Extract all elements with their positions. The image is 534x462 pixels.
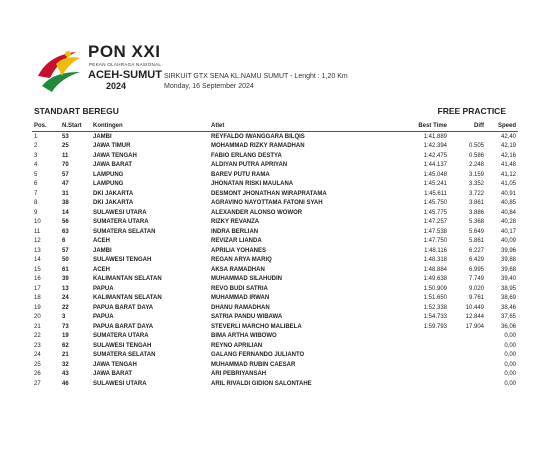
cell-best-time [403, 332, 449, 342]
cell-diff: 5.861 [468, 238, 484, 245]
cell-diff [449, 332, 486, 342]
cell-diff: 9.020 [468, 285, 484, 292]
cell-diff: 3.159 [468, 171, 484, 178]
cell-start: 11 [62, 152, 69, 159]
cell-best-time: 1:45.611 [424, 190, 447, 197]
cell-diff: 12.844 [465, 314, 484, 321]
cell-kontingen: SULAWESI UTARA [93, 209, 147, 216]
cell-start: 62 [62, 342, 69, 349]
cell-kontingen: JAWA TENGAH [93, 152, 137, 159]
cell-speed: 41,48 [500, 162, 516, 169]
col-kontingen: Kontingen [91, 121, 209, 132]
table-row [32, 370, 518, 380]
cell-speed: 39,68 [500, 266, 516, 273]
cell-atlet: GALANG FERNANDO JULIANTO [211, 352, 305, 359]
table-row [32, 284, 518, 294]
cell-atlet: JHONATAN RISKI MAULANA [211, 181, 294, 188]
cell-best-time: 1:42.475 [423, 152, 447, 159]
cell-start: 24 [62, 295, 69, 302]
cell-diff: 9.761 [468, 295, 484, 302]
cell-start: 38 [62, 200, 69, 207]
col-atlet: Atlet [209, 121, 403, 132]
cell-best-time: 1:45.241 [423, 181, 447, 188]
session-title: FREE PRACTICE [437, 106, 506, 116]
cell-diff: 3.352 [468, 181, 484, 188]
cell-start: 61 [62, 266, 69, 273]
table-row [32, 199, 518, 209]
brand-year: 2024 [106, 81, 127, 91]
table-row [32, 303, 518, 313]
cell-kontingen: JAMBI [93, 133, 112, 140]
cell-best-time: 1:41.889 [423, 133, 447, 140]
cell-diff: 5.368 [468, 219, 484, 226]
table-row [32, 294, 518, 304]
cell-diff [449, 360, 486, 370]
cell-speed: 0,00 [504, 333, 516, 340]
table-row [32, 322, 518, 332]
cell-atlet: SATRIA PANDU WIBAWA [211, 314, 283, 321]
cell-kontingen: SUMATERA UTARA [93, 333, 149, 340]
table-row [32, 313, 518, 323]
cell-atlet: MUHAMMAD IRWAN [211, 295, 270, 302]
cell-best-time: 1:44.137 [423, 162, 447, 169]
table-row [32, 189, 518, 199]
cell-speed: 42,40 [500, 133, 516, 140]
cell-pos: 19 [34, 304, 41, 311]
cell-atlet: STEVERLI MARCHO MALIBELA [211, 323, 302, 330]
cell-start: 32 [62, 361, 69, 368]
cell-start: 56 [62, 219, 69, 226]
cell-diff: 10.449 [465, 304, 484, 311]
cell-diff: 3.861 [468, 200, 484, 207]
cell-kontingen: JAWA TENGAH [93, 361, 137, 368]
table-row [32, 161, 518, 171]
cell-start: 43 [62, 371, 69, 378]
cell-best-time: 1:49.638 [423, 276, 447, 283]
cell-best-time: 1:50.909 [423, 285, 447, 292]
cell-pos: 23 [34, 342, 41, 349]
cell-atlet: REVO BUDI SATRIA [211, 285, 268, 292]
cell-start: 22 [62, 304, 69, 311]
table-row [32, 275, 518, 285]
cell-pos: 26 [34, 371, 41, 378]
pon-emblem-icon [36, 46, 86, 94]
cell-pos: 10 [34, 219, 41, 226]
table-row [32, 132, 518, 142]
cell-best-time: 1:47.538 [423, 228, 447, 235]
cell-atlet: MUHAMMAD SILAHUDIN [211, 276, 282, 283]
cell-speed: 39,88 [500, 257, 516, 264]
cell-kontingen: PAPUA BARAT DAYA [93, 304, 154, 311]
brand-host: ACEH-SUMUT [88, 69, 162, 81]
cell-atlet: ARIL RIVALDI GIDION SALONTAHE [211, 380, 312, 387]
cell-start: 25 [62, 143, 69, 150]
table-row [32, 170, 518, 180]
cell-speed: 38,95 [500, 285, 516, 292]
cell-pos: 11 [34, 228, 41, 235]
cell-pos: 18 [34, 295, 41, 302]
cell-kontingen: KALIMANTAN SELATAN [93, 276, 162, 283]
cell-best-time: 1:54.733 [423, 314, 447, 321]
cell-kontingen: JAWA TIMUR [93, 143, 131, 150]
cell-best-time: 1:48.116 [424, 247, 447, 254]
cell-atlet: DESMONT JHONATHAN WIRAPRATAMA [211, 190, 327, 197]
cell-best-time: 1:51.650 [423, 295, 447, 302]
cell-kontingen: SUMATERA SELATAN [93, 228, 156, 235]
cell-speed: 0,00 [504, 361, 516, 368]
cell-diff: 2.248 [468, 162, 484, 169]
cell-best-time: 1:47.257 [423, 219, 447, 226]
cell-kontingen: ACEH [93, 266, 111, 273]
cell-atlet: AGRAVINO NAYOTTAMA FATONI SYAH [211, 200, 323, 207]
cell-kontingen: SUMATERA UTARA [93, 219, 149, 226]
cell-diff: 6.227 [468, 247, 484, 254]
cell-best-time [403, 351, 449, 361]
cell-pos: 24 [34, 352, 41, 359]
cell-kontingen: SULAWESI TENGAH [93, 257, 152, 264]
table-row [32, 142, 518, 152]
cell-best-time: 1:45.048 [423, 171, 447, 178]
cell-speed: 40,84 [500, 209, 516, 216]
cell-atlet: ALEXANDER ALONSO WOWOR [211, 209, 303, 216]
cell-diff [449, 341, 486, 351]
cell-kontingen: LAMPUNG [93, 171, 124, 178]
table-row [32, 237, 518, 247]
brand-subtitle: PEKAN OLAHRAGA NASIONAL [89, 62, 162, 67]
cell-pos: 22 [34, 333, 41, 340]
cell-pos: 20 [34, 314, 41, 321]
cell-speed: 39,96 [500, 247, 516, 254]
cell-pos: 1 [34, 133, 38, 140]
cell-atlet: REVIZAR LIANDA [211, 238, 262, 245]
cell-pos: 17 [34, 285, 41, 292]
cell-best-time [403, 370, 449, 380]
cell-kontingen: SULAWESI TENGAH [93, 342, 152, 349]
cell-start: 57 [62, 171, 69, 178]
cell-atlet: APRILIA YOHANES [211, 247, 267, 254]
cell-atlet: DHANU RAMADHAN [211, 304, 270, 311]
cell-atlet: MOHAMMAD RIZKY RAMADHAN [211, 143, 305, 150]
cell-start: 21 [62, 352, 69, 359]
cell-kontingen: ACEH [93, 238, 111, 245]
cell-speed: 41,05 [500, 181, 516, 188]
cell-best-time [403, 341, 449, 351]
results-table [32, 121, 518, 389]
cell-start: 14 [62, 209, 69, 216]
cell-kontingen: DKI JAKARTA [93, 200, 134, 207]
cell-diff: 6.995 [468, 266, 484, 273]
cell-pos: 12 [34, 238, 41, 245]
cell-pos: 7 [34, 190, 38, 197]
cell-start: 63 [62, 228, 69, 235]
cell-diff: 0.586 [468, 152, 484, 159]
cell-diff [449, 351, 486, 361]
cell-diff: 3.722 [468, 190, 484, 197]
table-row [32, 180, 518, 190]
cell-best-time: 1:42.394 [423, 143, 447, 150]
cell-best-time: 1:59.793 [423, 323, 447, 330]
cell-speed: 40,28 [500, 219, 516, 226]
cell-start: 47 [62, 181, 69, 188]
cell-pos: 9 [34, 209, 38, 216]
cell-pos: 15 [34, 266, 41, 273]
col-pos: Pos. [32, 121, 60, 132]
cell-pos: 27 [34, 380, 41, 387]
table-row [32, 332, 518, 342]
cell-speed: 40,17 [500, 228, 516, 235]
cell-diff [449, 370, 486, 380]
cell-kontingen: PAPUA BARAT DAYA [93, 323, 154, 330]
cell-speed: 37,65 [500, 314, 516, 321]
cell-kontingen: SULAWESI UTARA [93, 380, 147, 387]
col-speed: Speed [486, 121, 518, 132]
cell-diff [449, 379, 486, 389]
cell-atlet: ALDIYAN PUTRA APRIYAN [211, 162, 288, 169]
cell-atlet: INDRA BERLIAN [211, 228, 259, 235]
cell-pos: 2 [34, 143, 38, 150]
brand-title: PON XXI [88, 42, 161, 61]
cell-pos: 4 [34, 162, 38, 169]
cell-start: 46 [62, 380, 69, 387]
category-title: STANDART BEREGU [34, 106, 119, 116]
table-row [32, 208, 518, 218]
cell-pos: 21 [34, 323, 41, 330]
table-row [32, 218, 518, 228]
cell-kontingen: PAPUA [93, 314, 114, 321]
cell-speed: 42,16 [500, 152, 516, 159]
cell-pos: 14 [34, 257, 41, 264]
cell-pos: 3 [34, 152, 38, 159]
cell-pos: 16 [34, 276, 41, 283]
cell-atlet: AKSA RAMADHAN [211, 266, 265, 273]
cell-diff: 17.904 [465, 323, 484, 330]
cell-speed: 0,00 [504, 371, 516, 378]
cell-atlet: REYNO APRILIAN [211, 342, 263, 349]
cell-atlet: RIZKY REVANZA [211, 219, 260, 226]
cell-atlet: MUHAMMAD RUBIN CAESAR [211, 361, 296, 368]
table-row [32, 265, 518, 275]
table-row [32, 256, 518, 266]
cell-kontingen: SUMATERA SELATAN [93, 352, 156, 359]
table-row [32, 351, 518, 361]
event-title: SIRKUIT GTX SENA KL.NAMU SUMUT - Lenght : 1,20 Km [164, 73, 348, 80]
cell-atlet: REYFALDO IWANGGARA BILQIS [211, 133, 305, 140]
cell-diff: 5.649 [468, 228, 484, 235]
cell-start: 57 [62, 247, 69, 254]
cell-speed: 41,12 [500, 171, 516, 178]
cell-best-time: 1:48.884 [423, 266, 447, 273]
cell-start: 53 [62, 133, 69, 140]
cell-diff: 0.505 [468, 143, 484, 150]
cell-atlet: BAREV PUTU RAMA [211, 171, 270, 178]
table-row [32, 360, 518, 370]
cell-best-time [403, 360, 449, 370]
cell-atlet: ARI PEBRIYANSAH [211, 371, 267, 378]
cell-start: 73 [62, 323, 69, 330]
cell-speed: 39,40 [500, 276, 516, 283]
table-row [32, 227, 518, 237]
cell-speed: 0,00 [504, 380, 516, 387]
cell-best-time: 1:52.338 [423, 304, 447, 311]
cell-kontingen: JAWA BARAT [93, 162, 132, 169]
cell-speed: 0,00 [504, 342, 516, 349]
cell-pos: 25 [34, 361, 41, 368]
cell-kontingen: JAMBI [93, 247, 112, 254]
cell-diff: 6.429 [468, 257, 484, 264]
cell-start: 6 [62, 238, 66, 245]
pon-logo [36, 44, 164, 96]
cell-best-time: 1:45.775 [423, 209, 447, 216]
cell-kontingen: DKI JAKARTA [93, 190, 134, 197]
cell-speed: 40,91 [500, 190, 516, 197]
cell-start: 19 [62, 333, 69, 340]
cell-start: 50 [62, 257, 69, 264]
table-row [32, 246, 518, 256]
cell-pos: 13 [34, 247, 41, 254]
event-date: Monday, 16 September 2024 [164, 83, 254, 90]
cell-start: 31 [62, 190, 69, 197]
cell-kontingen: LAMPUNG [93, 181, 124, 188]
cell-diff [449, 132, 486, 142]
cell-start: 13 [62, 285, 69, 292]
cell-speed: 38,69 [500, 295, 516, 302]
col-diff: Diff [449, 121, 486, 132]
cell-diff: 3.886 [468, 209, 484, 216]
col-best-time: Best Time [403, 121, 449, 132]
cell-pos: 5 [34, 171, 38, 178]
table-header-row [32, 121, 518, 132]
cell-best-time [403, 379, 449, 389]
cell-best-time: 1:45.750 [423, 200, 447, 207]
cell-speed: 40,85 [500, 200, 516, 207]
cell-atlet: REGAN ARYA MARIQ [211, 257, 272, 264]
cell-speed: 42,19 [500, 143, 516, 150]
cell-speed: 36,06 [500, 323, 516, 330]
table-row [32, 379, 518, 389]
cell-kontingen: KALIMANTAN SELATAN [93, 295, 162, 302]
cell-start: 39 [62, 276, 69, 283]
cell-diff: 7.749 [468, 276, 484, 283]
cell-atlet: BIMA ARTHA WIBOWO [211, 333, 277, 340]
cell-pos: 6 [34, 181, 38, 188]
cell-best-time: 1:48.318 [423, 257, 447, 264]
cell-start: 3 [62, 314, 66, 321]
cell-pos: 8 [34, 200, 38, 207]
table-row [32, 151, 518, 161]
cell-speed: 38,46 [500, 304, 516, 311]
cell-kontingen: PAPUA [93, 285, 114, 292]
table-row [32, 341, 518, 351]
cell-speed: 40,09 [500, 238, 516, 245]
cell-kontingen: JAWA BARAT [93, 371, 132, 378]
cell-atlet: FABIO ERLANG DESTYA [211, 152, 282, 159]
cell-start: 70 [62, 162, 69, 169]
col-start: N.Start [60, 121, 91, 132]
cell-best-time: 1:47.750 [423, 238, 447, 245]
cell-speed: 0,00 [504, 352, 516, 359]
